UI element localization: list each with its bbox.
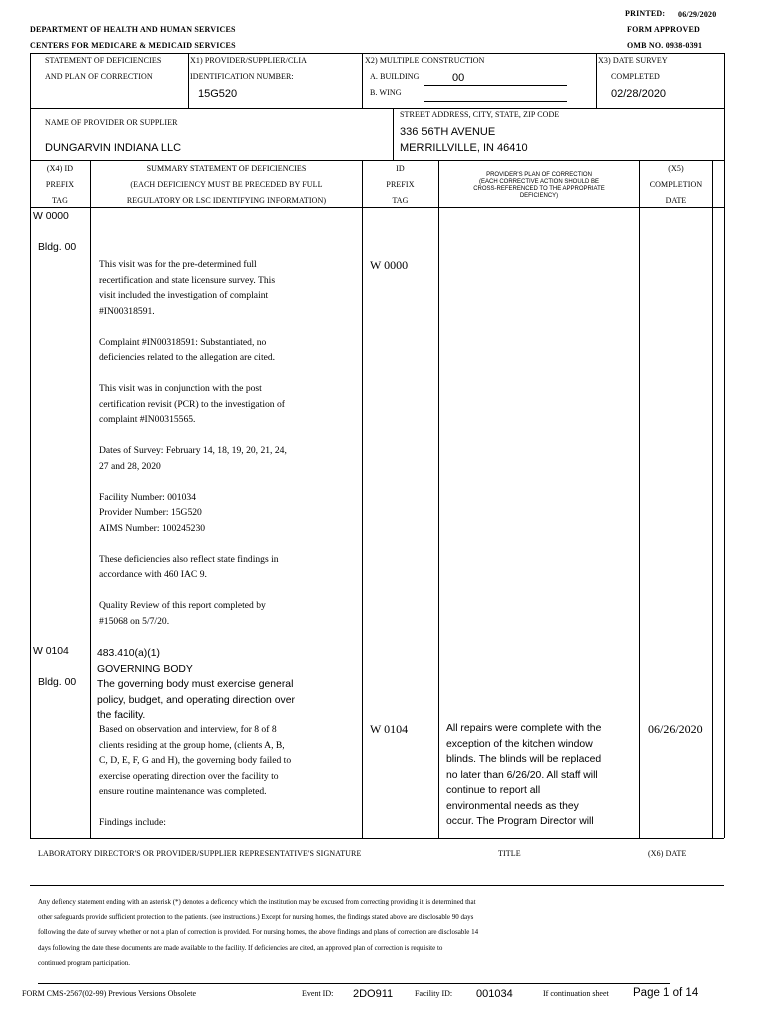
wing-underline [424,101,567,102]
x2-label: X2) MULTIPLE CONSTRUCTION [365,56,485,65]
rule-box-bottom [30,108,724,109]
col1-header-1: (X4) ID [46,164,74,173]
building-underline [424,85,567,86]
building-value: 00 [452,72,465,84]
col4-header-1: PROVIDER'S PLAN OF CORRECTION [486,172,592,178]
event-id-value: 2DO911 [353,988,394,1000]
address-line-1: 336 56TH AVENUE [400,126,496,138]
signature-label: LABORATORY DIRECTOR'S OR PROVIDER/SUPPLIER REPRESENTATIVE'S SIGNATURE [38,849,362,858]
survey-date-value: 02/28/2020 [611,88,667,100]
col5-header-1: (X5) [668,164,684,173]
rule-x1-x2 [362,53,363,108]
row2-tag: W 0104 [33,646,69,657]
rule-col1 [90,160,91,838]
rule-box1-x1 [188,53,189,108]
facility-id-label: Facility ID: [415,989,453,998]
rule-top [30,53,724,54]
row1-tag: W 0000 [33,211,69,222]
printed-date: 06/29/2020 [678,10,717,19]
x3-label-1: X3) DATE SURVEY [598,56,668,65]
col3-header-3: TAG [392,196,409,205]
continuation-label: If continuation sheet [543,989,609,998]
rule-name-address [393,108,394,160]
x3-label-2: COMPLETED [611,72,660,81]
form-id: FORM CMS-2567(02-99) Previous Versions Obsolete [22,989,197,998]
event-id-label: Event ID: [302,989,334,998]
provider-name-value: DUNGARVIN INDIANA LLC [45,142,182,154]
row2-bldg: Bldg. 00 [38,677,77,688]
x1-label-1: X1) PROVIDER/SUPPLIER/CLIA [190,56,308,65]
row2-regulation: 483.410(a)(1) GOVERNING BODY The governing body must exercise general policy, budget, and operating direction over the facility. [97,648,295,721]
wing-label: B. WING [370,88,402,97]
rule-columns-bottom [30,207,724,208]
provider-name-label: NAME OF PROVIDER OR SUPPLIER [45,118,178,127]
address-label: STREET ADDRESS, CITY, STATE, ZIP CODE [400,110,560,119]
col2-header-1: SUMMARY STATEMENT OF DEFICIENCIES [146,164,307,173]
col4-header-4: DEFICIENCY) [519,193,559,199]
date-label: (X6) DATE [648,849,687,858]
row1-summary: This visit was for the pre-determined full recertification and state licensure survey. This visit included the investigation of complaint #IN00318591. Complaint #IN00318591: Substantiated, no deficiencies related to the allegation are cited. This visit was in conjunction with the post certification revisit (PCR) to the investigation of complaint #IN00315565. Dates of Survey: February 14, 18, 19, 20, 21, 24, 27 and 28, 2020 Facility Number: 001034 Provider Number: 15G520 AIMS Number: 100245230 These deficiencies also reflect state findings in accordance with 460 IAC 9. Quality Review of this report completed by #15068 on 5/7/20. [99,259,287,627]
omb-number: OMB NO. 0938-0391 [627,41,703,50]
disclaimer-text: Any defiency statement ending with an asterisk (*) denotes a deficency which the institution may be excused from correcting providing it is determined that other safeguards provide sufficient protection to the patients. (see instructions.) Except for nursing homes, the findings stated above are disclosable 90 days following the date of survey whether or not a plan of correction is provided. For nursing homes, the above findings and plans of correction are disclosable 14 days following the date these documents are made available to the facility. If deficiencies are cited, an approved plan of correction is requisite to continued program participation. [38,898,479,967]
col3-header-1: ID [396,164,405,173]
col5-header-3: DATE [665,196,687,205]
statement-label-2: AND PLAN OF CORRECTION [45,72,153,81]
rule-content-bottom [30,838,724,839]
statement-label-1: STATEMENT OF DEFICIENCIES [45,56,162,65]
rule-signature-bottom [30,885,724,886]
rule-x2-x3 [596,53,597,108]
col3-header-2: PREFIX [386,180,415,189]
rule-provider-bottom [30,160,724,161]
col4-header-3: CROSS-REFERENCED TO THE APPROPRIATE [473,186,605,192]
address-line-2: MERRILLVILLE, IN 46410 [400,142,528,154]
department-name: DEPARTMENT OF HEALTH AND HUMAN SERVICES [30,25,236,34]
page-number: Page 1 of 14 [633,987,699,999]
col5-header-2: COMPLETION [649,180,703,189]
row1-bldg: Bldg. 00 [38,242,77,253]
title-label: TITLE [498,849,521,858]
building-label: A. BUILDING [370,72,420,81]
x1-label-2: IDENTIFICATION NUMBER: [190,72,294,81]
footer-rule [38,983,670,984]
col1-header-3: TAG [51,196,69,205]
col1-header-2: PREFIX [45,180,75,189]
row2-plan: All repairs were complete with the exception of the kitchen window blinds. The blinds will be replaced no later than 6/26/20. All staff will continue to report all environmental needs as they occur. The Program Director will [446,723,602,827]
row1-prefix: W 0000 [370,258,409,272]
form-approved: FORM APPROVED [627,25,701,34]
printed-label: PRINTED: [625,9,666,18]
provider-id-value: 15G520 [198,88,238,100]
rule-right [724,53,725,838]
facility-id-value: 001034 [476,988,513,1000]
row2-completion-date: 06/26/2020 [648,722,703,736]
row2-prefix: W 0104 [370,722,409,736]
row2-summary: Based on observation and interview, for 8 of 8 clients residing at the group home, (clients A, B, C, D, E, F, G and H), the governing body failed to exercise operating direction over the facility to ensure routine maintenance was completed. Findings include: [99,724,292,828]
rule-col3 [438,160,439,838]
col4-header-2: (EACH CORRECTIVE ACTION SHOULD BE [478,179,600,185]
rule-col5 [712,160,713,838]
col2-header-2: (EACH DEFICIENCY MUST BE PRECEDED BY FULL [130,180,323,189]
rule-col4 [639,160,640,838]
rule-col2 [362,160,363,838]
col2-header-3: REGULATORY OR LSC IDENTIFYING INFORMATION) [126,196,327,205]
centers-name: CENTERS FOR MEDICARE & MEDICAID SERVICES [30,41,236,50]
